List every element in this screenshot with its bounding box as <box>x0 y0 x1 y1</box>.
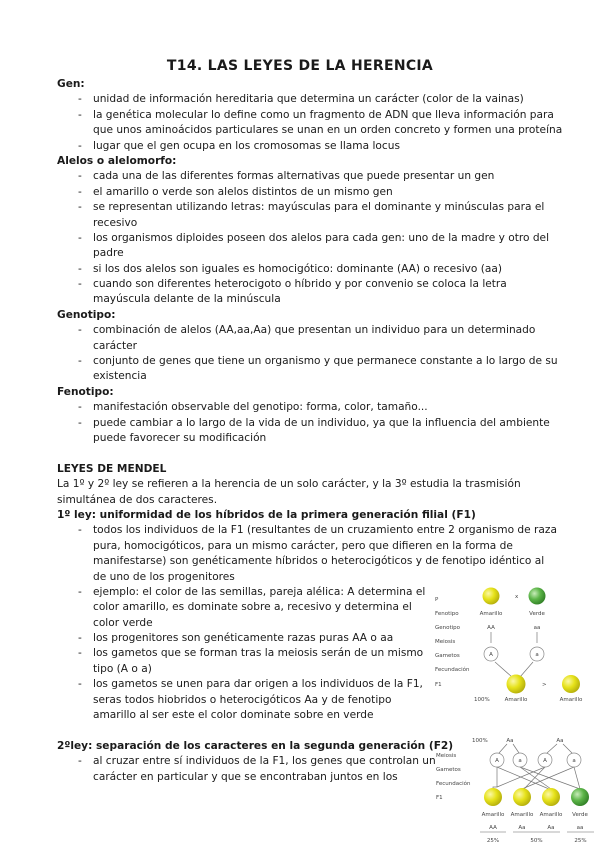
line-text: ejemplo: el color de las semillas, pareja alélica: A determina el <box>93 585 426 598</box>
line-text: que unos aminoácidos particulares se unan en un orden concreto y formen una proteína <box>93 124 563 137</box>
label-f1: F1 <box>436 795 443 801</box>
f1-percent: 100% <box>474 697 490 703</box>
ratio-percent: 25% <box>574 838 587 844</box>
bullet-dash: - <box>78 632 82 645</box>
bullet-dash: - <box>78 93 82 106</box>
line-text: recesivo <box>93 216 138 229</box>
gamete-label: A <box>543 758 547 764</box>
gamete-label: a <box>518 758 522 764</box>
ratio-percent: 25% <box>486 838 500 844</box>
bullet-dash: - <box>78 585 82 598</box>
label-p: P <box>435 597 439 603</box>
line-text: si los dos alelos son iguales es homocigótico: dominante (AA) o recesivo (aa) <box>93 262 503 275</box>
bullet-dash: - <box>78 278 82 291</box>
line-text: carácter en particular y que se encontraban juntos en los <box>93 770 398 783</box>
bullet-dash: - <box>78 108 82 121</box>
f2-offspring <box>480 788 594 844</box>
parent-genotype: Aa <box>556 738 564 744</box>
gamete-label: a <box>535 652 539 658</box>
label-fecundacion: Fecundación <box>436 781 471 787</box>
line-text: 1º ley: uniformidad de los híbridos de la primera generación filial (F1) <box>57 508 476 521</box>
line-text: mayúscula delante de la minúscula <box>93 293 281 306</box>
bullet-dash: - <box>78 170 82 183</box>
line-text: puede favorecer su modificación <box>93 431 267 444</box>
label-f1: F1 <box>435 682 442 688</box>
parent2-phenotype: Verde <box>529 611 545 617</box>
green-seed-icon <box>571 788 589 806</box>
offspring-genotype: Aa <box>518 825 526 831</box>
line-text: se representan utilizando letras: mayúsculas para el dominante y minúsculas para el <box>93 201 545 214</box>
yellow-seed-icon <box>484 788 502 806</box>
line-text: carácter <box>93 339 138 352</box>
line-text: manifestación observable del genotipo: forma, color, tamaño... <box>93 401 428 414</box>
gamete-label: A <box>495 758 499 764</box>
line-text: los progenitores son genéticamente razas puras AA o aa <box>93 632 394 645</box>
yellow-seed-icon <box>542 788 560 806</box>
parent1-genotype: AA <box>487 625 495 631</box>
line-text: 2ºley: separación de los caracteres en la segunda generación (F2) <box>57 739 454 752</box>
line-text: unidad de información hereditaria que determina un carácter (color de la vainas) <box>93 93 524 106</box>
offspring-phenotype: Amarillo <box>481 812 505 818</box>
ratio-percent: 50% <box>530 838 543 844</box>
bullet-dash: - <box>78 262 82 275</box>
label-meiosis: Meiosis <box>435 639 456 645</box>
line-text: simultánea de dos caracteres. <box>57 493 218 506</box>
line-text: Alelos o alelomorfo: <box>57 154 177 167</box>
bullet-dash: - <box>78 139 82 152</box>
bullet-dash: - <box>78 185 82 198</box>
line-text: existencia <box>93 370 147 383</box>
offspring-phenotype: Verde <box>572 812 588 818</box>
line-text: conjunto de genes que tiene un organismo y que permanece constante a lo largo de su <box>93 355 558 368</box>
gamete-label: A <box>489 652 493 658</box>
line-text: manifestarse) son genéticamente híbridos o heterocigóticos y de fenotipo idéntico al <box>93 555 545 568</box>
line-text: Gen: <box>57 78 85 90</box>
line-text: al cruzar entre sí individuos de la F1, los genes que controlan un <box>93 755 436 768</box>
f1-phenotype: Amarillo <box>504 697 528 703</box>
parents-percent: 100% <box>472 738 488 744</box>
cross-symbol: x <box>515 594 519 600</box>
line-text: la genética molecular lo define como un fragmento de ADN que lleva información para <box>93 108 554 121</box>
bullet-dash: - <box>78 524 82 537</box>
line-text: lugar que el gen ocupa en los cromosomas se llama locus <box>93 139 400 152</box>
bullet-dash: - <box>78 324 82 337</box>
bullet-dash: - <box>78 401 82 414</box>
label-fenotipo: Fenotipo <box>435 611 459 617</box>
offspring-genotype: AA <box>489 825 497 831</box>
line-text: LEYES DE MENDEL <box>57 462 167 475</box>
bullet-dash: - <box>78 201 82 214</box>
line-text: Genotipo: <box>57 308 116 321</box>
gamete-label: a <box>572 758 576 764</box>
label-meiosis: Meiosis <box>436 753 457 759</box>
parent1-phenotype: Amarillo <box>479 611 503 617</box>
line-text: Fenotipo: <box>57 385 114 398</box>
line-text: La 1º y 2º ley se refieren a la herencia de un solo carácter, y la 3º estudia la trasmisión <box>57 478 521 491</box>
line-text: cuando son diferentes heterocigoto o híbrido y por convenio se coloca la letra <box>93 278 507 291</box>
result-phenotype: Amarillo <box>559 697 583 703</box>
line-text: padre <box>93 247 124 260</box>
offspring-genotype: Aa <box>547 825 555 831</box>
label-genotipo: Genotipo <box>435 625 461 631</box>
line-text: el amarillo o verde son alelos distintos de un mismo gen <box>93 185 393 198</box>
label-fecundacion: Fecundación <box>435 667 470 673</box>
arrow-symbol: > <box>542 682 547 688</box>
line-text: color verde <box>93 616 153 629</box>
offspring-genotype: aa <box>576 825 584 831</box>
offspring-phenotype: Amarillo <box>539 812 563 818</box>
bullet-dash: - <box>78 647 82 660</box>
line-text: seras todos hiobridos o heterocigóticos Aa y de fenotipo <box>93 693 392 706</box>
f2-gametes <box>490 753 581 767</box>
line-text: amarillo al ser este el color dominate sobre en verde <box>93 709 374 722</box>
bullet-dash: - <box>78 416 82 429</box>
line-text: color amarillo, es dominate sobre a, recesivo y determina el <box>93 601 412 614</box>
line-text: tipo (A o a) <box>93 662 152 675</box>
line-text: los organismos diploides poseen dos alelos para cada gen: uno de la madre y otro del <box>93 231 550 244</box>
bullet-dash: - <box>78 355 82 368</box>
parent-genotype: Aa <box>506 738 514 744</box>
label-gametos: Gametos <box>436 767 461 773</box>
line-text: los gametos que se forman tras la meiosis serán de un mismo <box>93 647 424 660</box>
line-text: de uno de los progenitores <box>93 570 235 583</box>
parent2-genotype: aa <box>533 625 541 631</box>
bullet-dash: - <box>78 678 82 691</box>
line-text: puede cambiar a lo largo de la vida de un individuo, ya que la influencia del ambiente <box>93 416 550 429</box>
label-gametos: Gametos <box>435 653 460 659</box>
yellow-seed-icon <box>513 788 531 806</box>
bullet-dash: - <box>78 755 82 768</box>
line-text: los gametos se unen para dar origen a los individuos de la F1, <box>93 678 423 691</box>
line-text: todos los individuos de la F1 (resultantes de un cruzamiento entre 2 organismo de raza <box>93 524 557 537</box>
line-text: pura, homocigóticos, para un mismo carácter, pero que difieren en la forma de <box>93 539 513 552</box>
offspring-phenotype: Amarillo <box>510 812 534 818</box>
bullet-dash: - <box>78 231 82 244</box>
line-text: cada una de las diferentes formas alternativas que puede presentar un gen <box>93 170 495 183</box>
page-title: T14. LAS LEYES DE LA HERENCIA <box>166 58 434 74</box>
line-text: combinación de alelos (AA,aa,Aa) que presentan un individuo para un determinado <box>93 324 536 337</box>
